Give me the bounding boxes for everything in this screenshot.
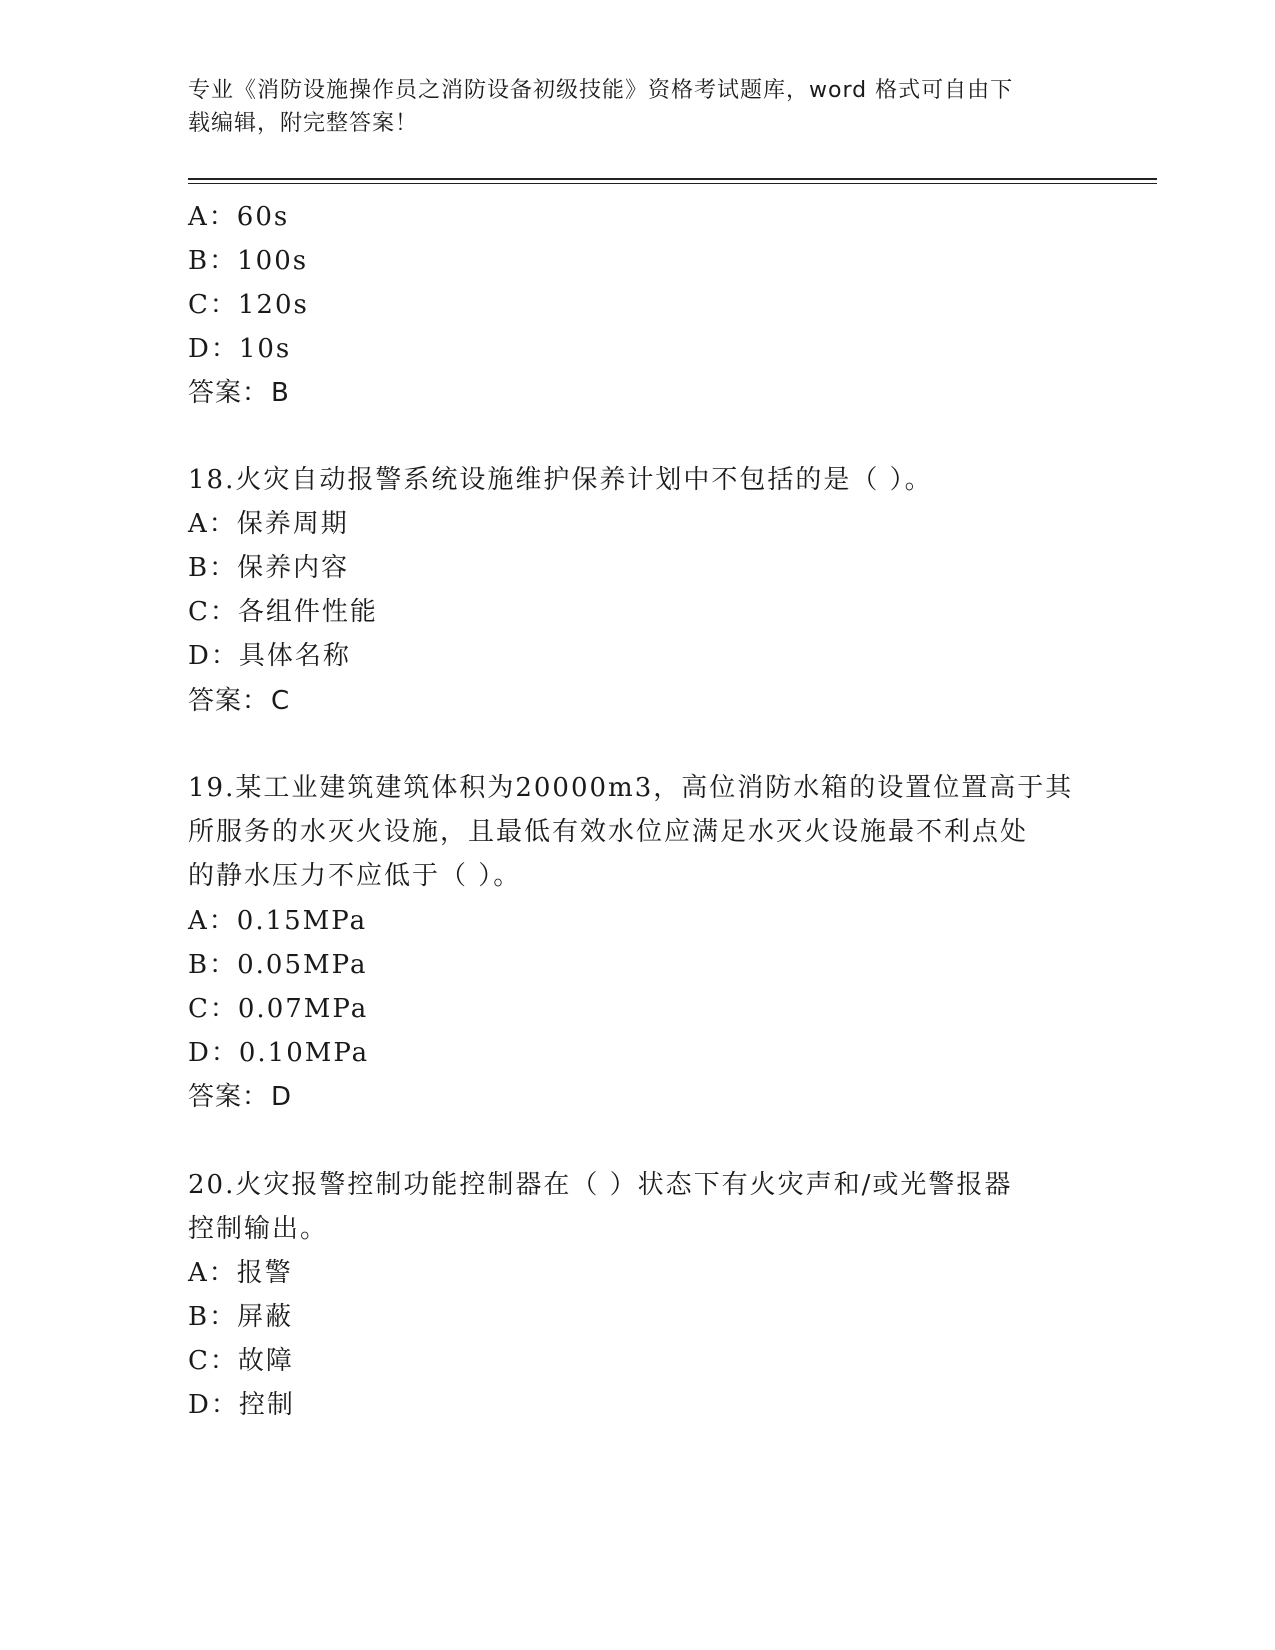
q19-option-c: C：0.07MPa [188, 994, 369, 1024]
q20-option-d: D：控制 [188, 1390, 295, 1420]
answer-label: 答案： [188, 378, 270, 408]
q18-option-c: C：各组件性能 [188, 597, 378, 627]
q19-option-a: A：0.15MPa [188, 906, 368, 936]
q17-option-a: A：60s [188, 202, 290, 232]
q20-option-a: A：报警 [188, 1258, 293, 1288]
q18-stem: 18.火灾自动报警系统设施维护保养计划中不包括的是（ ）。 [188, 465, 933, 495]
q20-option-b: B：屏蔽 [188, 1302, 294, 1332]
q20-option-c: C：故障 [188, 1346, 294, 1376]
q20-stem-line-1: 20.火灾报警控制功能控制器在（ ）状态下有火灾声和/或光警报器 [188, 1170, 1013, 1200]
q18-option-a: A：保养周期 [188, 509, 349, 539]
answer-label: 答案： [188, 1082, 270, 1112]
q17-option-c: C：120s [188, 290, 309, 320]
q20-stem-line-2: 控制输出。 [188, 1214, 329, 1244]
q18-answer [188, 685, 290, 717]
answer-value: C [271, 686, 291, 716]
q19-option-b: B：0.05MPa [188, 950, 368, 980]
header-divider-thin [188, 183, 1157, 184]
q17-option-b: B：100s [188, 246, 309, 276]
header-line-2: 载编辑，附完整答案！ [188, 111, 419, 136]
answer-label: 答案： [188, 686, 270, 716]
header-divider-thick [188, 178, 1157, 180]
q19-stem-line-1: 19.某工业建筑建筑体积为20000m3，高位消防水箱的设置位置高于其 [188, 773, 1074, 803]
q17-option-d: D：10s [188, 334, 292, 364]
q19-option-d: D：0.10MPa [188, 1038, 370, 1068]
header-line-1: 专业《消防设施操作员之消防设备初级技能》资格考试题库，word 格式可自由下 [188, 78, 1014, 103]
q18-option-d: D：具体名称 [188, 641, 351, 671]
answer-value: B [271, 378, 290, 408]
q19-answer [188, 1081, 292, 1113]
q19-stem-line-2: 所服务的水灭火设施，且最低有效水位应满足水灭火设施最不利点处 [188, 817, 1029, 847]
q19-stem-line-3: 的静水压力不应低于（ ）。 [188, 861, 522, 891]
document-header [188, 74, 1068, 140]
answer-value: D [271, 1082, 293, 1112]
q17-answer [188, 377, 290, 409]
q18-option-b: B：保养内容 [188, 553, 350, 583]
